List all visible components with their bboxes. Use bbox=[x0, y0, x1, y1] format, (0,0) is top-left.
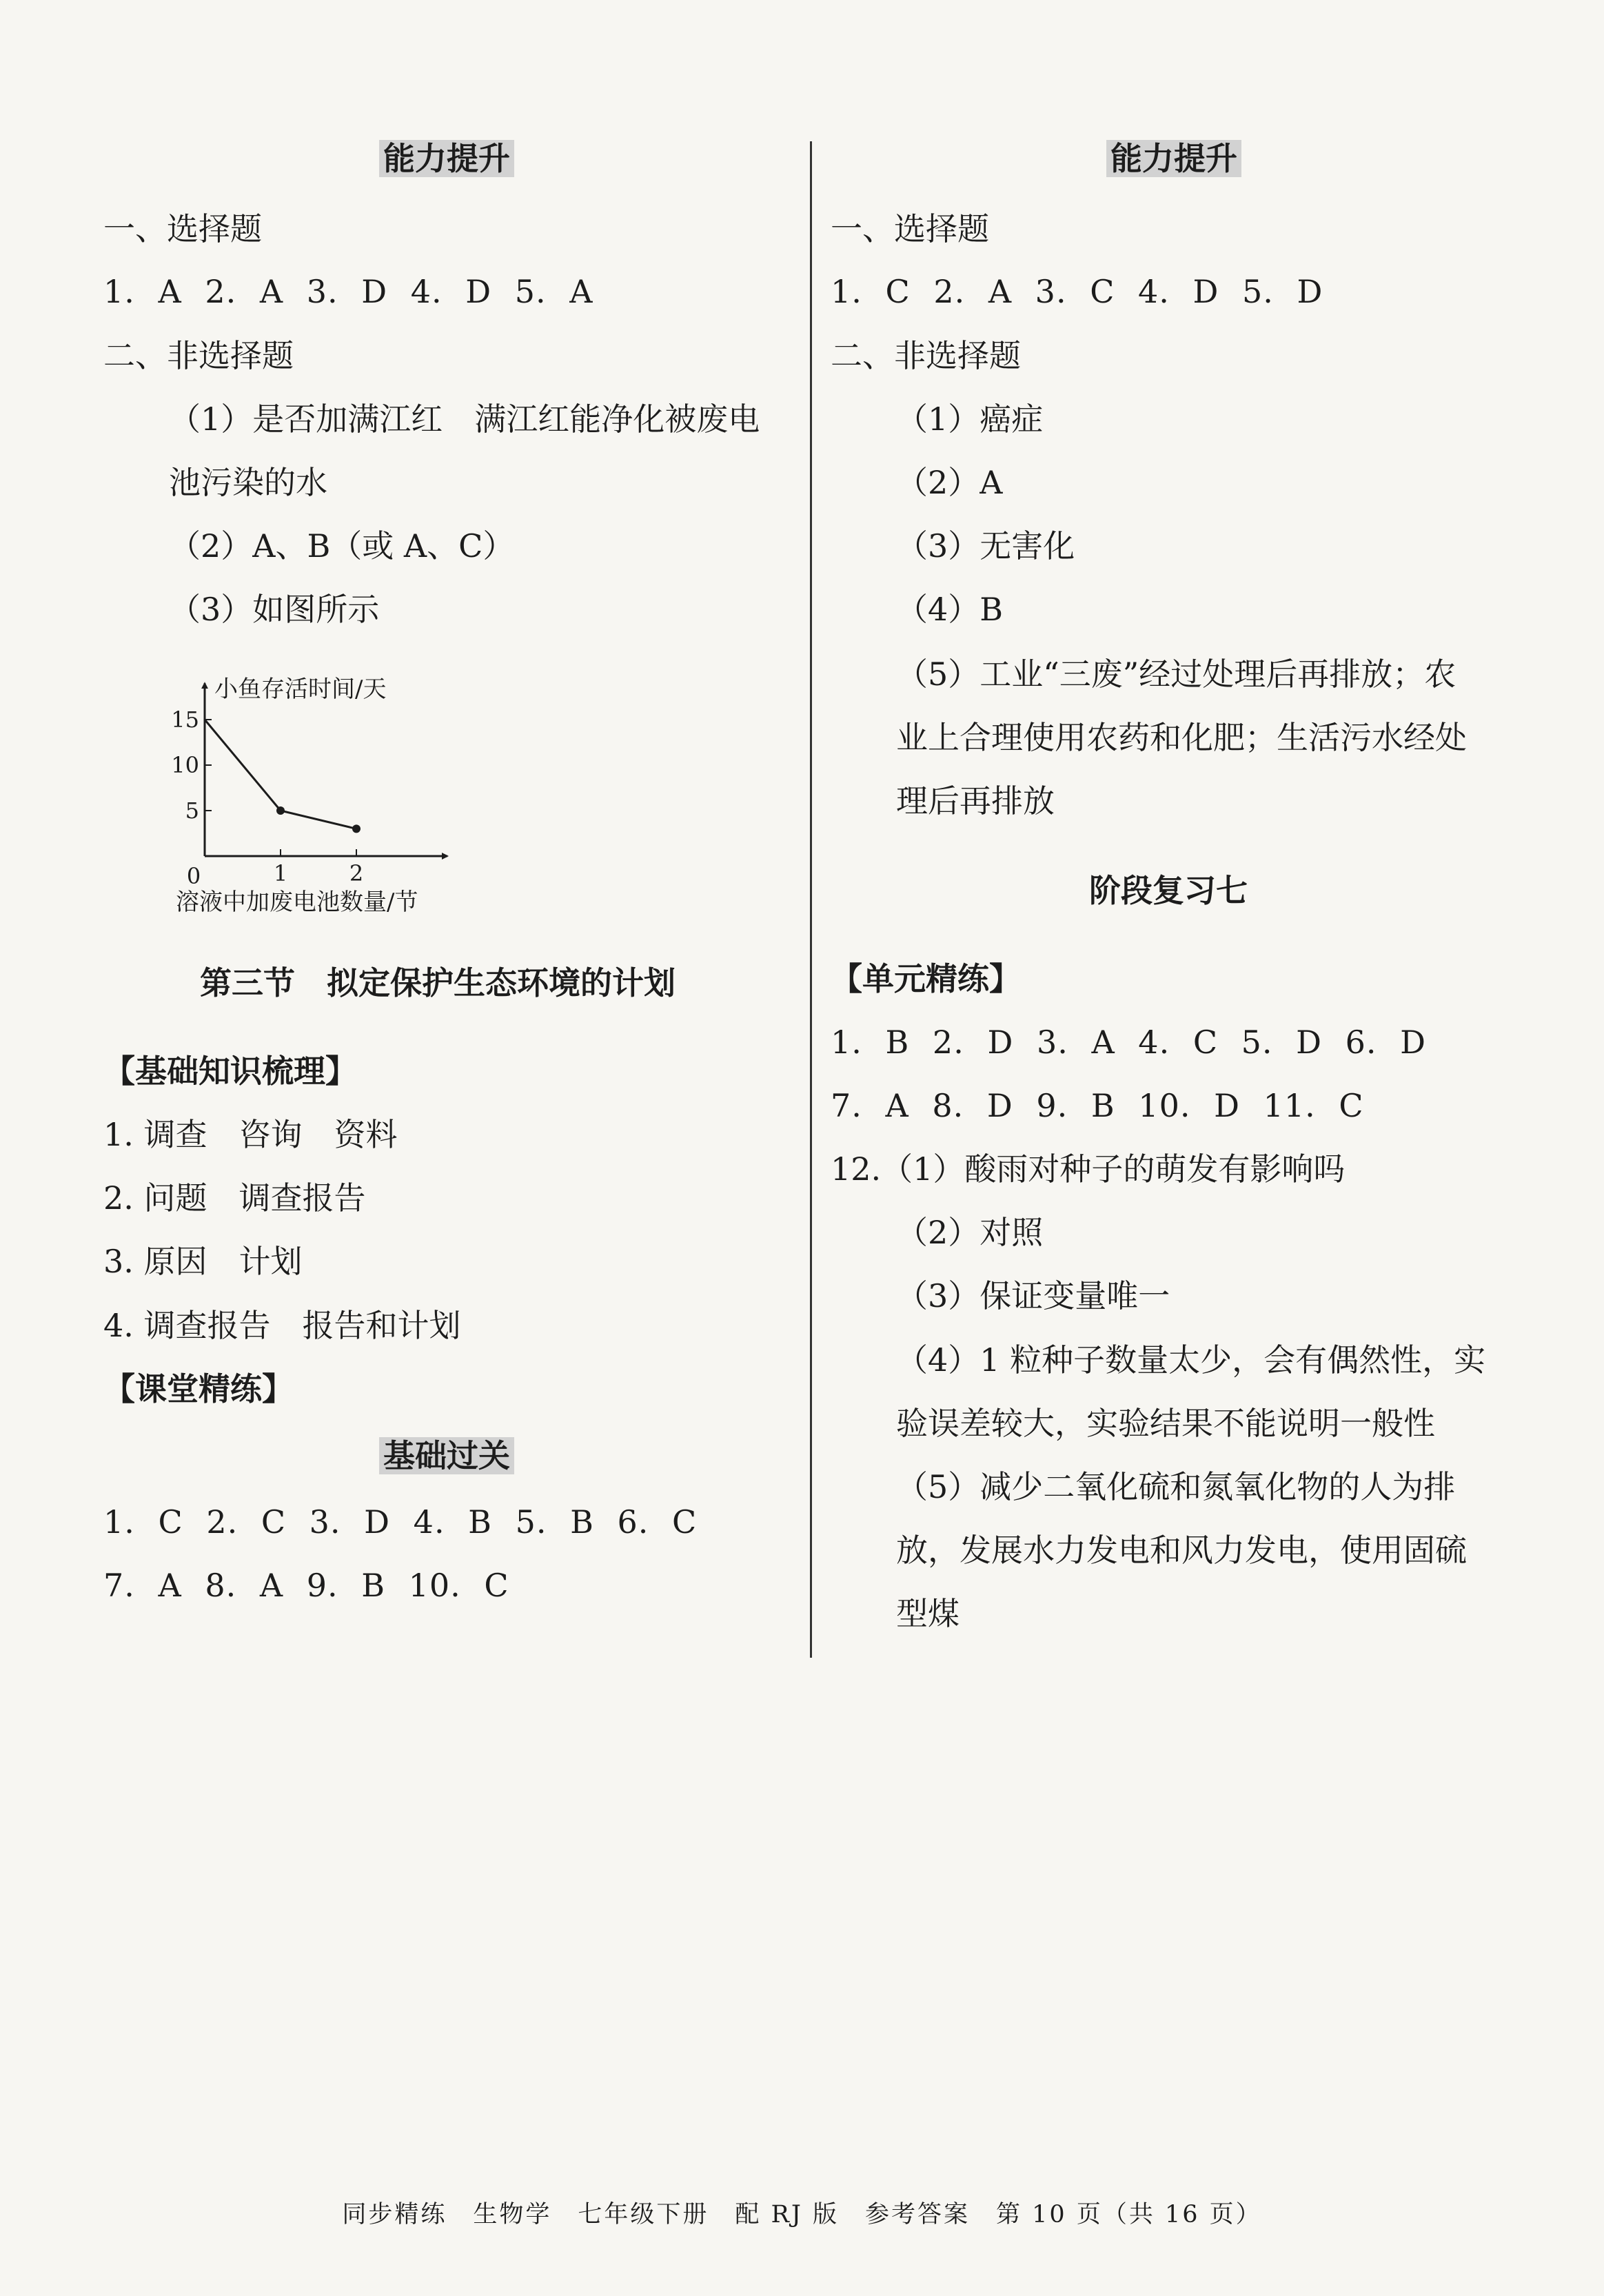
q12-5-line: 型煤 bbox=[896, 1595, 960, 1632]
right-q1: （1）癌症 bbox=[896, 400, 1044, 438]
right-q2: （2）A bbox=[896, 464, 1003, 501]
origin-label: 0 bbox=[186, 863, 201, 889]
right-answers-row2: 7. A 8. D 9. B 10. D 11. C bbox=[831, 1087, 1364, 1124]
right-choice-title: 一、选择题 bbox=[831, 210, 989, 247]
left-answers-row2: 7. A 8. A 9. B 10. C bbox=[103, 1567, 509, 1604]
x-tick-label: 2 bbox=[349, 860, 364, 886]
left-nonchoice-title: 二、非选择题 bbox=[103, 337, 294, 374]
page-footer: 同步精练 生物学 七年级下册 配 RJ 版 参考答案 第 10 页（共 16 页） bbox=[342, 2201, 1262, 2228]
q12-2: （2）对照 bbox=[896, 1214, 1044, 1251]
section-title: 第三节 拟定保护生态环境的计划 bbox=[200, 964, 676, 1002]
y-axis-label: 小鱼存活时间/天 bbox=[214, 675, 387, 704]
left-q2: （2）A、B（或 A、C） bbox=[169, 527, 515, 565]
basic-item: 1. 调查 咨询 资料 bbox=[103, 1116, 398, 1153]
q12-3: （3）保证变量唯一 bbox=[896, 1277, 1170, 1314]
right-answers-row1: 1. B 2. D 3. A 4. C 5. D 6. D bbox=[831, 1024, 1427, 1061]
right-q5-line: （5）工业“三废”经过处理后再排放；农 bbox=[896, 656, 1456, 693]
review-title: 阶段复习七 bbox=[1089, 872, 1248, 909]
survival-line-chart bbox=[171, 644, 472, 920]
left-heading-basic: 基础过关 bbox=[379, 1435, 514, 1476]
y-tick-label: 15 bbox=[171, 707, 199, 733]
left-choice-title: 一、选择题 bbox=[103, 210, 262, 247]
data-point bbox=[352, 824, 361, 833]
basic-item: 2. 问题 调查报告 bbox=[103, 1179, 366, 1217]
q12-5-line: 放，发展水力发电和风力发电，使用固硫 bbox=[896, 1532, 1467, 1569]
x-tick-label: 1 bbox=[273, 860, 288, 886]
right-q4: （4）B bbox=[896, 591, 1004, 628]
basic-item: 4. 调查报告 报告和计划 bbox=[103, 1307, 461, 1344]
q12-4-line: （4）1 粒种子数量太少，会有偶然性，实 bbox=[896, 1341, 1486, 1379]
right-q5-line: 理后再排放 bbox=[896, 782, 1055, 820]
basic-item: 3. 原因 计划 bbox=[103, 1243, 303, 1280]
left-choice-answers: 1. A 2. A 3. D 4. D 5. A bbox=[103, 273, 593, 310]
x-axis-label: 溶液中加废电池数量/节 bbox=[176, 888, 418, 916]
q12-1: 12.（1）酸雨对种子的萌发有影响吗 bbox=[831, 1150, 1346, 1188]
data-point bbox=[276, 806, 285, 815]
column-divider bbox=[810, 141, 812, 1658]
right-choice-answers: 1. C 2. A 3. C 4. D 5. D bbox=[831, 273, 1323, 310]
q12-5-line: （5）减少二氧化硫和氮氧化物的人为排 bbox=[896, 1468, 1456, 1505]
left-q1-line1: （1）是否加满江红 满江红能净化被废电 bbox=[169, 400, 760, 438]
classroom-title: 【课堂精练】 bbox=[103, 1370, 294, 1408]
right-q3: （3）无害化 bbox=[896, 527, 1075, 565]
left-q1-line2: 池污染的水 bbox=[169, 464, 327, 501]
y-tick-label: 5 bbox=[185, 797, 199, 824]
q12-4-line: 验误差较大，实验结果不能说明一般性 bbox=[896, 1405, 1435, 1442]
left-q3: （3）如图所示 bbox=[169, 591, 380, 628]
right-nonchoice-title: 二、非选择题 bbox=[831, 337, 1021, 374]
right-heading-ability: 能力提升 bbox=[1106, 138, 1241, 179]
left-heading-ability: 能力提升 bbox=[379, 138, 514, 179]
basic-knowledge-title: 【基础知识梳理】 bbox=[103, 1053, 357, 1090]
left-answers-row1: 1. C 2. C 3. D 4. B 5. B 6. C bbox=[103, 1503, 698, 1541]
unit-practice-title: 【单元精练】 bbox=[831, 960, 1021, 997]
y-tick-label: 10 bbox=[171, 752, 199, 778]
right-q5-line: 业上合理使用农药和化肥；生活污水经处 bbox=[896, 719, 1467, 756]
